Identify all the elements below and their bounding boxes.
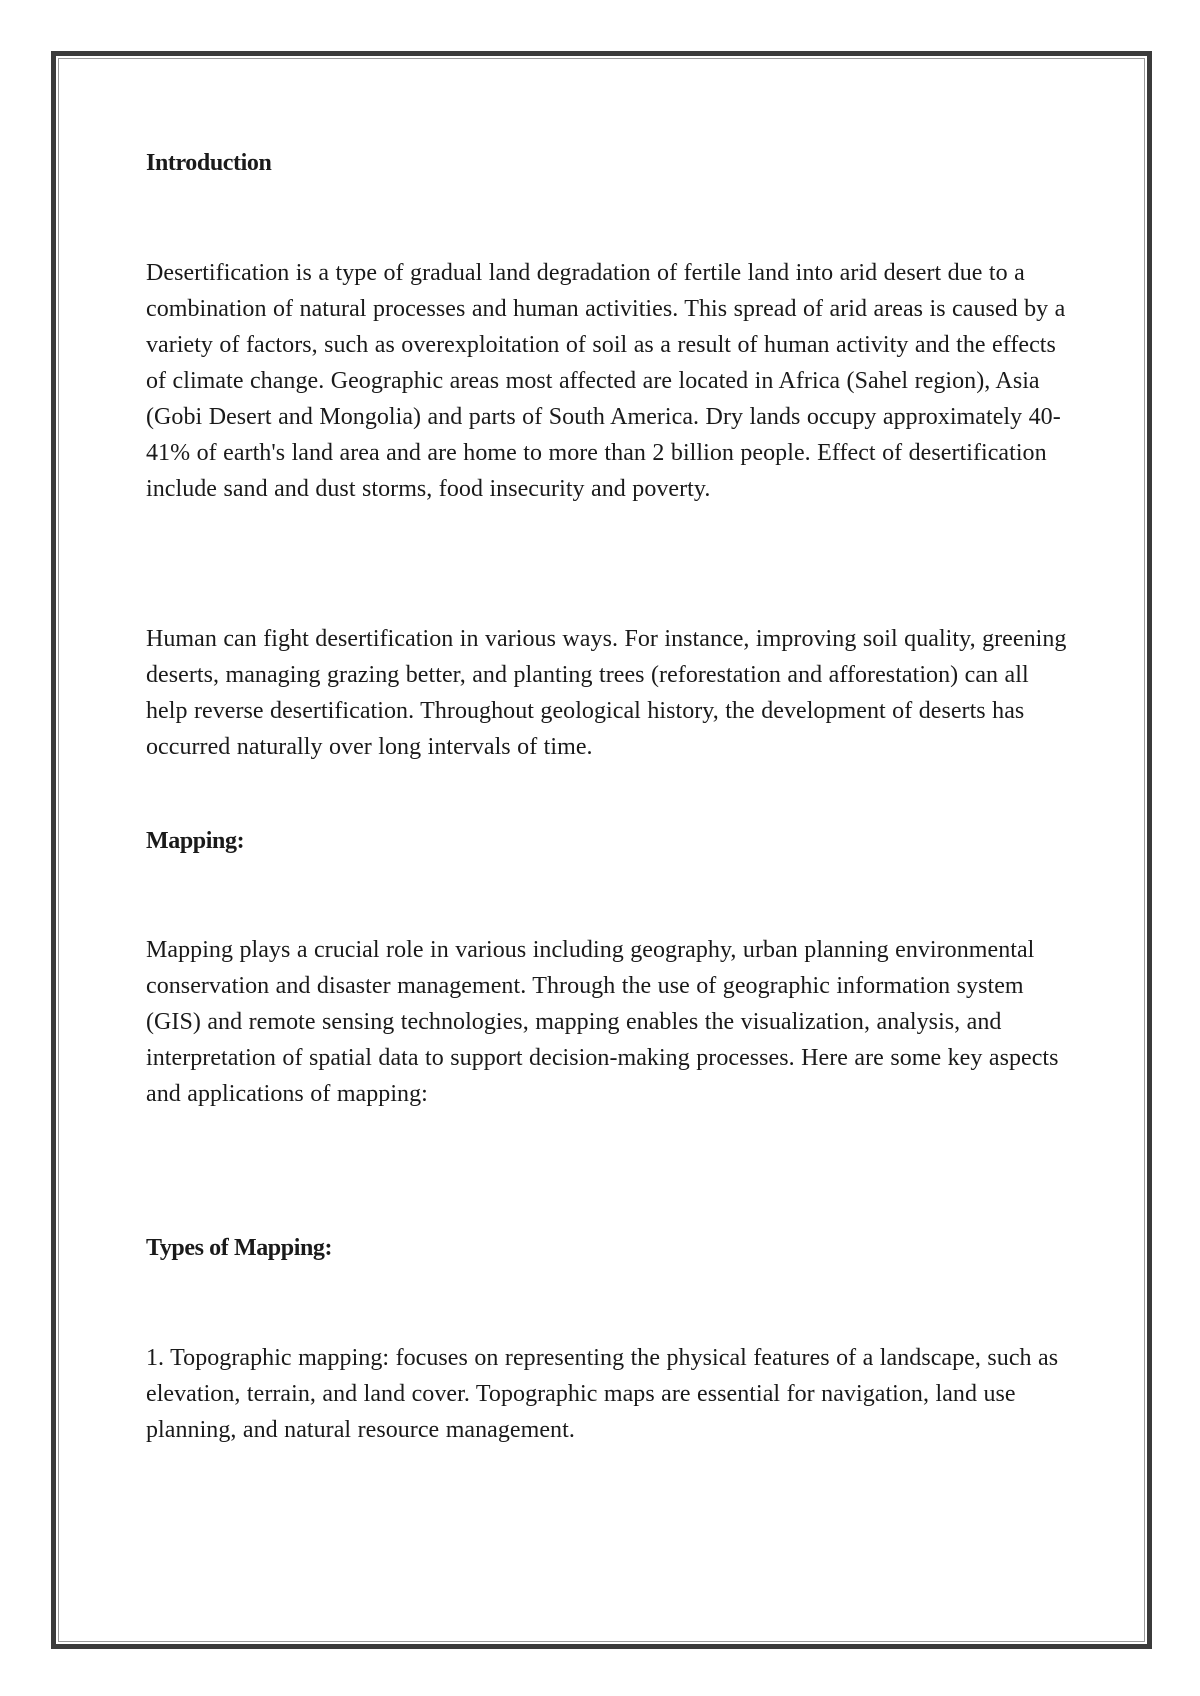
- paragraph-desertification-definition: Desertification is a type of gradual land degradation of fertile land into arid desert due to a combination of natural processes and human activities. This spread of arid areas is caused by a variety of factors, such as overexploitation of soil as a result of human activity and the effects of climate change. Geographic areas most affected are located in Africa (Sahel region), Asia (Gobi Desert and Mongolia) and parts of South America. Dry lands occupy approximately 40-41% of earth's land area and are home to more than 2 billion people. Effect of desertification include sand and dust storms, food insecurity and poverty.: [146, 260, 1066, 502]
- heading-introduction: Introduction: [146, 150, 272, 176]
- heading-types-of-mapping: Types of Mapping:: [146, 1235, 333, 1261]
- paragraph-fighting-desertification: Human can fight desertification in various ways. For instance, improving soil quality, greening deserts, managing grazing better, and planting trees (reforestation and afforestation) can all help reverse desertification. Throughout geological history, the development of deserts has occurred naturally over long intervals of time.: [146, 626, 1067, 760]
- heading-mapping: Mapping:: [146, 828, 245, 854]
- paragraph-topographic-mapping: 1. Topographic mapping: focuses on representing the physical features of a landscape, such as elevation, terrain, and land cover. Topographic maps are essential for navigation, land use planning, and natural resource management.: [146, 1345, 1059, 1443]
- paragraph-mapping-overview: Mapping plays a crucial role in various including geography, urban planning environmental conservation and disaster management. Through the use of geographic information system (GIS) and remote sensing technologies, mapping enables the visualization, analysis, and interpretation of spatial data to support decision-making processes. Here are some key aspects and applications of mapping:: [146, 937, 1059, 1107]
